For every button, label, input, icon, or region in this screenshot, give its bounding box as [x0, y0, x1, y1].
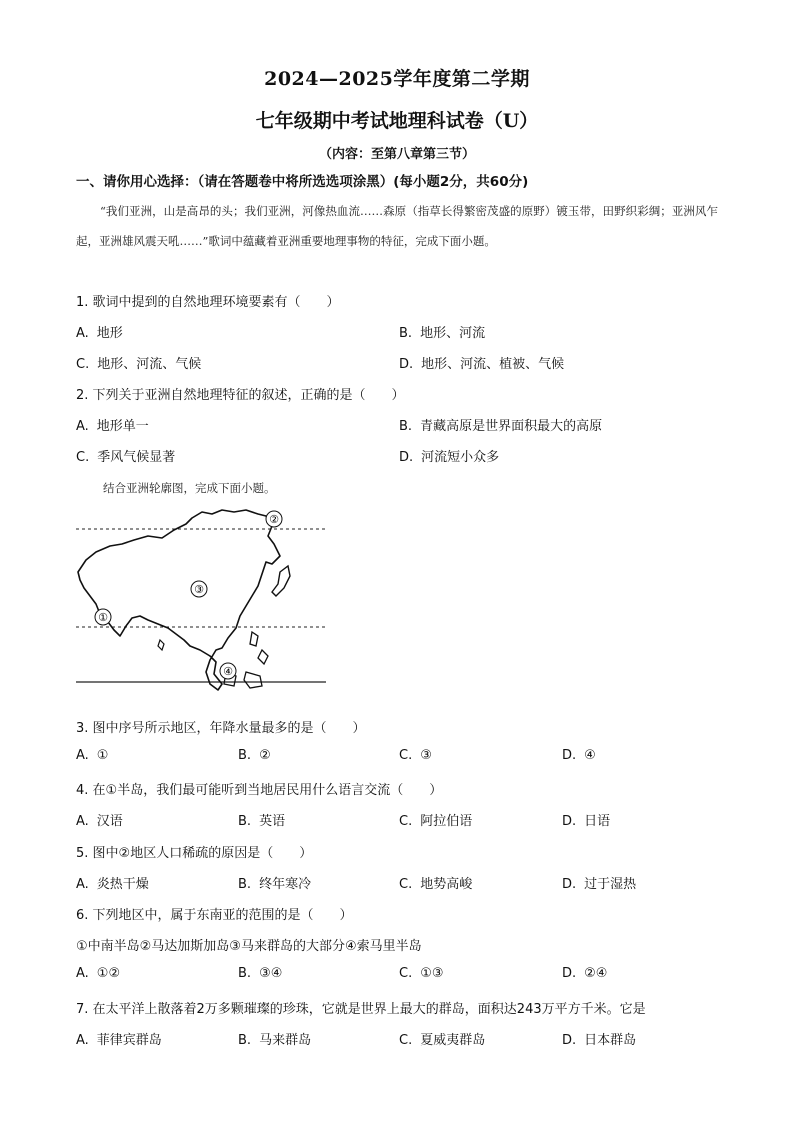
exam-title: 七年级期中考试地理科试卷（U）	[255, 110, 539, 132]
question-6-statements: ①中南半岛②马达加斯加岛③马来群岛的大部分④索马里半岛	[76, 939, 422, 954]
option-text: 终年寒冷	[259, 877, 312, 892]
philippine-islands-south	[258, 650, 268, 664]
option-text: 地形、河流	[420, 326, 486, 341]
option-text: ①③	[420, 966, 444, 981]
map-label-4: ④	[223, 665, 233, 678]
map-label-3: ③	[194, 583, 204, 596]
option-letter: B.	[399, 326, 413, 341]
option-letter: C.	[76, 357, 90, 372]
option-letter: B.	[238, 877, 252, 892]
indonesia-islands-east	[244, 672, 262, 688]
option-letter: A.	[76, 419, 89, 434]
question-4-option-c[interactable]	[399, 810, 472, 829]
option-text: 过于湿热	[584, 877, 637, 892]
question-7-option-b[interactable]	[238, 1029, 311, 1048]
sri-lanka	[158, 640, 164, 650]
question-6-option-c[interactable]	[399, 966, 444, 981]
question-1-stem: 1. 歌词中提到的自然地理环境要素有（ ）	[76, 295, 340, 310]
question-1-option-d[interactable]	[399, 353, 564, 372]
question-4-option-d[interactable]	[562, 810, 610, 829]
option-letter: D.	[562, 1033, 577, 1048]
option-text: ③	[420, 748, 432, 763]
option-text: 地形、河流、植被、气候	[421, 357, 565, 372]
option-text: 炎热干燥	[96, 877, 149, 892]
question-4-option-b[interactable]	[238, 810, 285, 829]
option-text: ①②	[96, 966, 121, 981]
question-5-option-d[interactable]	[562, 873, 636, 892]
option-text: ①	[96, 748, 109, 763]
map-intro: 结合亚洲轮廓图，完成下面小题。	[103, 481, 276, 495]
japan-islands	[272, 566, 290, 596]
option-letter: A.	[76, 966, 89, 981]
option-letter: D.	[399, 450, 414, 465]
option-letter: C.	[399, 814, 413, 829]
option-letter: D.	[399, 357, 414, 372]
option-letter: A.	[76, 326, 89, 341]
map-label-1: ①	[98, 611, 108, 624]
question-6-option-a[interactable]	[76, 966, 120, 981]
option-text: 青藏高原是世界面积最大的高原	[420, 419, 603, 434]
option-text: 夏威夷群岛	[420, 1033, 486, 1048]
question-7-stem: 7. 在太平洋上散落着2万多颗璀璨的珍珠，它就是世界上最大的群岛，面积达243万平方千米。它是	[76, 1002, 646, 1017]
option-letter: A.	[76, 1033, 89, 1048]
question-7-option-a[interactable]	[76, 1029, 162, 1048]
option-letter: A.	[76, 748, 89, 763]
option-text: ②	[259, 748, 271, 763]
option-text: 马来群岛	[259, 1033, 312, 1048]
question-5-stem: 5. 图中②地区人口稀疏的原因是（ ）	[76, 846, 313, 861]
option-text: 阿拉伯语	[420, 814, 473, 829]
question-6-option-b[interactable]	[238, 966, 282, 981]
option-text: ③④	[259, 966, 283, 981]
option-text: ②④	[584, 966, 608, 981]
option-text: 地形单一	[96, 419, 149, 434]
asia-continent-outline	[78, 510, 280, 690]
option-text: 地形	[96, 326, 123, 341]
question-3-option-d[interactable]	[562, 748, 596, 763]
question-3-stem: 3. 图中序号所示地区，年降水量最多的是（ ）	[76, 721, 366, 736]
question-6-stem: 6. 下列地区中，属于东南亚的范围的是（ ）	[76, 908, 353, 923]
section-heading: 一、请你用心选择：（请在答题卷中将所选选项涂黑）(每小题2分，共60分)	[76, 174, 529, 190]
option-letter: D.	[562, 966, 577, 981]
option-text: 地势高峻	[420, 877, 473, 892]
option-letter: C.	[76, 450, 90, 465]
question-5-option-b[interactable]	[238, 873, 311, 892]
option-text: 地形、河流、气候	[97, 357, 202, 372]
option-letter: A.	[76, 877, 89, 892]
question-4-option-a[interactable]	[76, 810, 123, 829]
question-2-option-d[interactable]	[399, 446, 499, 465]
option-text: 日本群岛	[584, 1033, 637, 1048]
option-text: 河流短小众多	[421, 450, 500, 465]
philippine-islands	[250, 632, 258, 646]
question-5-option-a[interactable]	[76, 873, 149, 892]
option-letter: D.	[562, 748, 577, 763]
option-letter: C.	[399, 966, 413, 981]
question-2-option-a[interactable]	[76, 415, 149, 434]
lyrics-passage: “我们亚洲，山是高昂的头；我们亚洲，河像热血流……森原（指草长得繁密茂盛的原野）镀玉带，田野织彩绸；亚洲风乍起，亚洲雄风震天吼……”歌词中蕴藏着亚洲重要地理事物的特征，完成下面小题。	[76, 204, 718, 248]
question-7-option-d[interactable]	[562, 1029, 636, 1048]
question-3-option-b[interactable]	[238, 748, 271, 763]
option-text: 季风气候显著	[97, 450, 176, 465]
option-text: 菲律宾群岛	[96, 1033, 162, 1048]
option-letter: B.	[238, 966, 252, 981]
question-3-option-c[interactable]	[399, 748, 432, 763]
option-letter: C.	[399, 1033, 413, 1048]
option-letter: D.	[562, 814, 577, 829]
option-letter: B.	[238, 814, 252, 829]
option-text: 汉语	[96, 814, 123, 829]
question-5-option-c[interactable]	[399, 873, 472, 892]
asia-outline-map	[76, 500, 336, 695]
option-letter: B.	[399, 419, 413, 434]
question-6-option-d[interactable]	[562, 966, 607, 981]
option-letter: B.	[238, 748, 252, 763]
option-letter: B.	[238, 1033, 252, 1048]
question-1-option-b[interactable]	[399, 322, 485, 341]
question-2-stem: 2. 下列关于亚洲自然地理特征的叙述，正确的是（ ）	[76, 388, 405, 403]
option-letter: C.	[399, 748, 413, 763]
option-text: ④	[584, 748, 596, 763]
question-3-option-a[interactable]	[76, 748, 108, 763]
question-7-option-c[interactable]	[399, 1029, 485, 1048]
option-letter: C.	[399, 877, 413, 892]
option-text: 日语	[584, 814, 611, 829]
map-label-2: ②	[269, 513, 279, 526]
question-1-option-c[interactable]	[76, 353, 201, 372]
option-text: 英语	[259, 814, 286, 829]
option-letter: D.	[562, 877, 577, 892]
exam-subtitle: （内容：至第八章第三节）	[318, 147, 475, 162]
exam-title-year: 2024—2025学年度第二学期	[264, 68, 530, 90]
question-2-option-b[interactable]	[399, 415, 602, 434]
option-letter: A.	[76, 814, 89, 829]
question-1-option-a[interactable]	[76, 322, 123, 341]
question-4-stem: 4. 在①半岛，我们最可能听到当地居民用什么语言交流（ ）	[76, 783, 443, 798]
asia-map-svg	[76, 500, 336, 695]
question-2-option-c[interactable]	[76, 446, 175, 465]
